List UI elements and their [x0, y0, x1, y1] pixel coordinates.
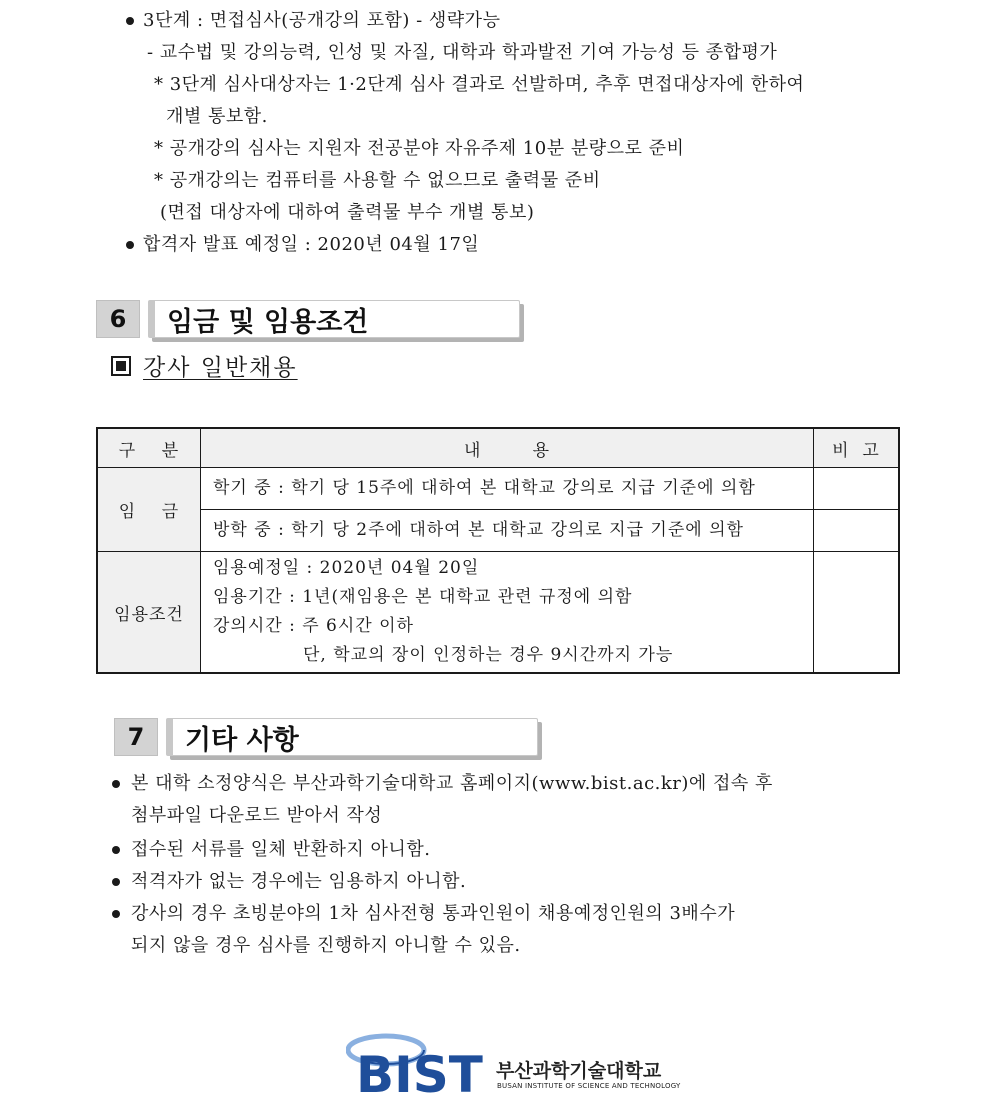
table-row [97, 468, 899, 510]
header-category: 구 분 [97, 428, 201, 468]
employment-terms-table [96, 427, 900, 674]
step3-note-2: * 공개강의 심사는 지원자 전공분야 자유주제 10분 분량으로 준비 [154, 138, 685, 159]
bullet-dot [112, 910, 120, 918]
wage-label: 임 금 [97, 468, 201, 552]
condition-line: 강의시간 : 주 6시간 이하 [213, 616, 414, 636]
other-item-4: 강사의 경우 초빙분야의 1차 심사전형 통과인원이 채용예정인원의 3배수가 [131, 903, 736, 924]
conditions-content [201, 552, 814, 674]
university-name-en: BUSAN INSTITUTE OF SCIENCE AND TECHNOLOGY [497, 1082, 681, 1090]
bullet-dot [126, 17, 134, 25]
bullet-dot [112, 878, 120, 886]
subheading-text: 강사 일반채용 [143, 355, 298, 381]
wage-vacation-text: 방학 중 : 학기 당 2주에 대하여 본 대학교 강의로 지급 기준에 의함 [213, 520, 744, 540]
header-remarks: 비 고 [814, 428, 900, 468]
header-content: 내 용 [201, 428, 814, 468]
step3-description: - 교수법 및 강의능력, 인성 및 자질, 대학과 학과발전 기여 가능성 등 종합평가 [147, 42, 778, 63]
table-row [97, 510, 899, 552]
remarks-cell [814, 468, 900, 510]
bullet-dot [126, 241, 134, 249]
condition-line: 임용예정일 : 2020년 04월 20일 [213, 558, 480, 578]
step3-note-1-cont: 개별 통보함. [166, 106, 268, 127]
section-title: 임금 및 임용조건 [148, 300, 520, 338]
step3-note-4: (면접 대상자에 대하여 출력물 부수 개별 통보) [160, 202, 535, 223]
section-number: 7 [114, 718, 158, 756]
step3-note-3: * 공개강의는 컴퓨터를 사용할 수 없으므로 출력물 준비 [154, 170, 601, 191]
wage-vacation [201, 510, 814, 552]
other-item-1: 본 대학 소정양식은 부산과학기술대학교 홈페이지(www.bist.ac.kr)에 접속 후 [131, 773, 773, 794]
university-logo [346, 1026, 681, 1100]
section-title: 기타 사항 [166, 718, 538, 756]
university-name-kr: 부산과학기술대학교 [496, 1060, 662, 1082]
other-item-4-cont: 되지 않을 경우 심사를 진행하지 아니할 수 있음. [131, 935, 521, 956]
filled-square-icon [111, 356, 131, 376]
other-item-1-cont: 첨부파일 다운로드 받아서 작성 [131, 805, 383, 826]
conditions-label: 임용조건 [97, 552, 201, 674]
bullet-dot [112, 846, 120, 854]
step3-title: 3단계 : 면접심사(공개강의 포함) - 생략가능 [143, 10, 501, 31]
subheading [111, 354, 298, 382]
section-number: 6 [96, 300, 140, 338]
table-row [97, 552, 899, 674]
other-item-3: 적격자가 없는 경우에는 임용하지 아니함. [131, 871, 467, 892]
logo-letters: BIST [356, 1046, 483, 1100]
wage-semester [201, 468, 814, 510]
remarks-cell [814, 552, 900, 674]
announcement-date: 합격자 발표 예정일 : 2020년 04월 17일 [143, 234, 480, 255]
bullet-dot [112, 780, 120, 788]
step3-note-1: * 3단계 심사대상자는 1·2단계 심사 결과로 선발하며, 추후 면접대상자에 한하여 [154, 74, 805, 95]
wage-semester-text: 학기 중 : 학기 당 15주에 대하여 본 대학교 강의로 지급 기준에 의함 [213, 478, 756, 498]
condition-line: 임용기간 : 1년(재임용은 본 대학교 관련 규정에 의함 [213, 587, 633, 607]
remarks-cell [814, 510, 900, 552]
other-item-2: 접수된 서류를 일체 반환하지 아니함. [131, 839, 431, 860]
condition-line: 단, 학교의 장이 인정하는 경우 9시간까지 가능 [303, 645, 674, 665]
table-header-row [97, 428, 899, 468]
